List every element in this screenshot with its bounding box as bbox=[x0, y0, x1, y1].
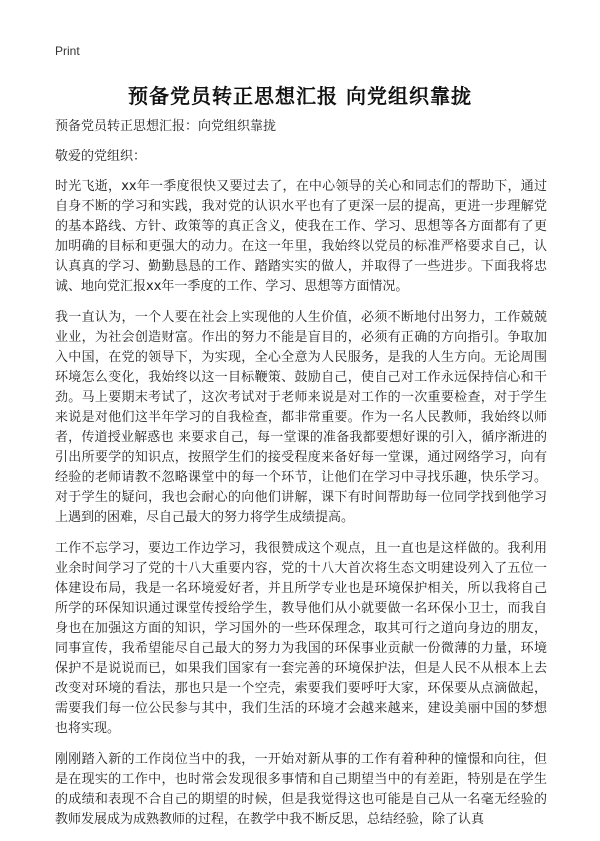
document-body bbox=[55, 117, 547, 841]
document-title: 预备党员转正思想汇报 向党组织靠拢 bbox=[128, 84, 472, 108]
greeting: 敬爱的党组织： bbox=[55, 149, 147, 164]
paragraph-1: 时光飞逝，xx年一季度很快又要过去了，在中心领导的关心和同志们的帮助下，通过自身不断的学习和实践，我对党的认识水平也有了更深一层的提高，更进一步理解党的基本路线、方针、政策等的真正含义，使我在工作、学习、思想等各方面都有了更加明确的目标和更强大的动力。在这一年里，我始终以党员的标准严格要求自己，认认真真的学习、勤勤恳恳的工作、踏踏实实的做人，并取得了一些进步。下面我将忠诚、地向党汇报xx年一季度的工作、学习、思想等方面情况。 bbox=[55, 179, 547, 294]
paragraph-4: 刚刚踏入新的工作岗位当中的我，一开始对新从事的工作有着种种的憧憬和向往，但是在现实的工作中，也时常会发现很多事情和自己期望当中的有差距，特别是在学生的成绩和表现不合自己的期望的时候，但是我觉得这也可能是自己从一名毫无经验的教师发展成为成熟教师的过程，在教学中我不断反思，总结经验，除了认真 bbox=[55, 752, 547, 827]
paragraph-2: 我一直认为，一个人要在社会上实现他的人生价值，必须不断地付出努力，工作兢兢业业，为社会创造财富。作出的努力不能是盲目的，必须有正确的方向指引。争取加入中国，在党的领导下，为实现，全心全意为人民服务，是我的人生方向。无论周围环境怎么变化，我始终以这一目标鞭策、鼓励自己，使自己对工作永远保持信心和干劲。马上要期末考试了，这次考试对于老师来说是对工作的一次重要检查，对于学生来说是对他们这半年学习的自我检查，都非常重要。作为一名人民教师，我始终以师者，传道授业解惑也 来要求自己，每一堂课的准备我都要想好课的引入，循序渐进的引出所要学的知识点，按照学生们的接受程度来备好每一堂课，通过网络学习，向有经验的老师请教不忽略课堂中的每一个环节，让他们在学习中寻找乐趣，快乐学习。对于学生的疑问，我也会耐心的向他们讲解，课下有时间帮助每一位同学找到他学习上遇到的困难，尽自己最大的努力将学生成绩提高。 bbox=[55, 310, 547, 525]
paragraph-3: 工作不忘学习，要边工作边学习，我很赞成这个观点，且一直也是这样做的。我利用业余时间学习了党的十八大重要内容，党的十八大首次将生态文明建设列入了五位一体建设布局，我是一名环境爱好者，并且所学专业也是环境保护相关，所以我将自己所学的环保知识通过课堂传授给学生，教导他们从小就要做一名环保小卫士，而我自身也在加强这方面的知识，学习国外的一些环保理念，取其可行之道向身边的朋友，同事宣传，我希望能尽自己最大的努力为我国的环保事业贡献一份微薄的力量，环境保护不是说说而已，如果我们国家有一套完善的环境保护法，但是人民不从根本上去改变对环境的看法，那也只是一个空壳，索要我们要呼吁大家，环保要从点滴做起，需要我们每一位公民参与其中，我们生活的环境才会越来越来，建设美丽中国的梦想也将实现。 bbox=[55, 541, 547, 736]
print-link[interactable]: Print bbox=[55, 44, 80, 58]
document-subtitle: 预备党员转正思想汇报：向党组织靠拢 bbox=[55, 119, 277, 134]
